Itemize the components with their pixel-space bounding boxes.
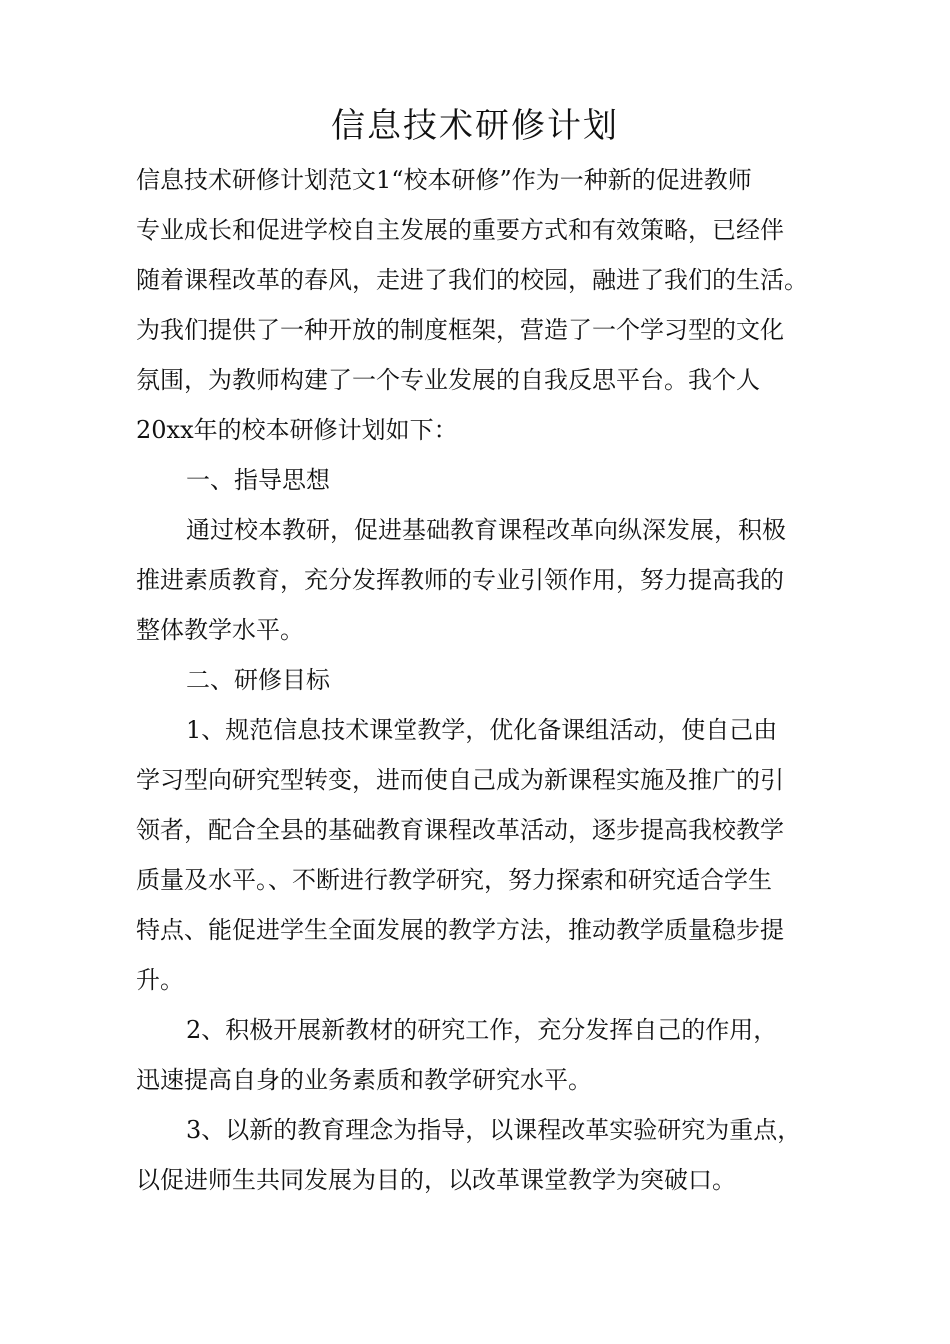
paragraph-line: 随着课程改革的春风，走进了我们的校园，融进了我们的生活。	[136, 266, 808, 294]
paragraph-line: 以促进师生共同发展为目的，以改革课堂教学为突破口。	[136, 1166, 736, 1194]
paragraph-line: 专业成长和促进学校自主发展的重要方式和有效策略，已经伴	[136, 216, 784, 244]
section-heading: 二、研修目标	[186, 666, 330, 694]
document-title: 信息技术研修计划	[331, 106, 619, 146]
paragraph-line: 升。	[136, 966, 184, 994]
paragraph-line: 推进素质教育，充分发挥教师的专业引领作用，努力提高我的	[136, 566, 784, 594]
paragraph-line: 整体教学水平。	[136, 616, 304, 644]
paragraph-line: 20xx年的校本研修计划如下：	[136, 416, 458, 444]
paragraph-line: 通过校本教研，促进基础教育课程改革向纵深发展，积极	[186, 516, 786, 544]
paragraph-line: 3、以新的教育理念为指导，以课程改革实验研究为重点，	[186, 1116, 802, 1144]
section-heading: 一、指导思想	[186, 466, 330, 494]
paragraph-line: 质量及水平。、不断进行教学研究，努力探索和研究适合学生	[136, 866, 772, 894]
paragraph-line: 氛围，为教师构建了一个专业发展的自我反思平台。我个人	[136, 366, 760, 394]
paragraph-line: 2、积极开展新教材的研究工作，充分发挥自己的作用，	[186, 1016, 778, 1044]
paragraph-line: 迅速提高自身的业务素质和教学研究水平。	[136, 1066, 592, 1094]
paragraph-line: 1、规范信息技术课堂教学，优化备课组活动，使自己由	[186, 716, 778, 744]
paragraph-line: 领者，配合全县的基础教育课程改革活动，逐步提高我校教学	[136, 816, 784, 844]
paragraph-line: 特点、能促进学生全面发展的教学方法，推动教学质量稳步提	[136, 916, 784, 944]
paragraph-line: 信息技术研修计划范文1“校本研修”作为一种新的促进教师	[136, 166, 752, 194]
paragraph-line: 学习型向研究型转变，进而使自己成为新课程实施及推广的引	[136, 766, 784, 794]
paragraph-line: 为我们提供了一种开放的制度框架，营造了一个学习型的文化	[136, 316, 784, 344]
